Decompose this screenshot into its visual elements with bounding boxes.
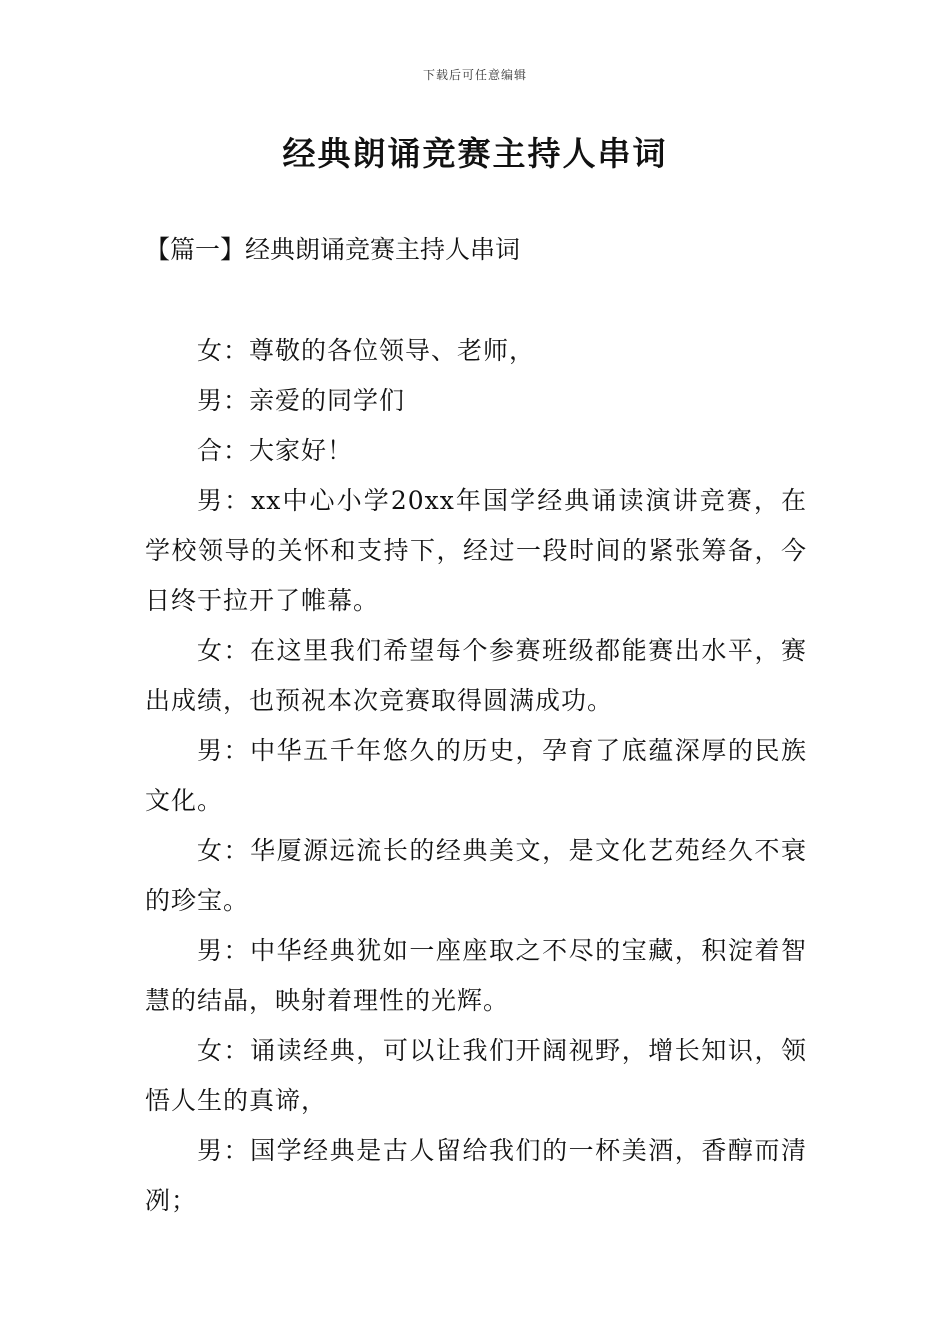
paragraph: 女：在这里我们希望每个参赛班级都能赛出水平，赛出成绩，也预祝本次竞赛取得圆满成功。 bbox=[145, 636, 807, 715]
paragraph: 男：国学经典是古人留给我们的一杯美酒，香醇而清冽； bbox=[145, 1136, 807, 1215]
paragraph: 女：尊敬的各位领导、老师， bbox=[197, 336, 536, 365]
paragraph: 合：大家好！ bbox=[197, 436, 354, 465]
paragraph: 男：亲爱的同学们 bbox=[197, 386, 406, 415]
section-heading: 【篇一】经典朗诵竞赛主持人串词 bbox=[145, 235, 521, 264]
paragraph: 男：中华经典犹如一座座取之不尽的宝藏，积淀着智慧的结晶，映射着理性的光辉。 bbox=[145, 936, 807, 1015]
paragraph: 男：xx中心小学20xx年国学经典诵读演讲竞赛，在学校领导的关怀和支持下，经过一段时间的紧张筹备，今日终于拉开了帷幕。 bbox=[145, 486, 807, 615]
document-title: 经典朗诵竞赛主持人串词 bbox=[282, 134, 668, 173]
paragraph: 男：中华五千年悠久的历史，孕育了底蕴深厚的民族文化。 bbox=[145, 736, 807, 815]
paragraph: 女：华厦源远流长的经典美文，是文化艺苑经久不衰的珍宝。 bbox=[145, 836, 807, 915]
paragraph: 女：诵读经典，可以让我们开阔视野，增长知识，领悟人生的真谛， bbox=[145, 1036, 807, 1115]
header-note: 下载后可任意编辑 bbox=[422, 68, 527, 82]
document-body bbox=[145, 326, 807, 1226]
